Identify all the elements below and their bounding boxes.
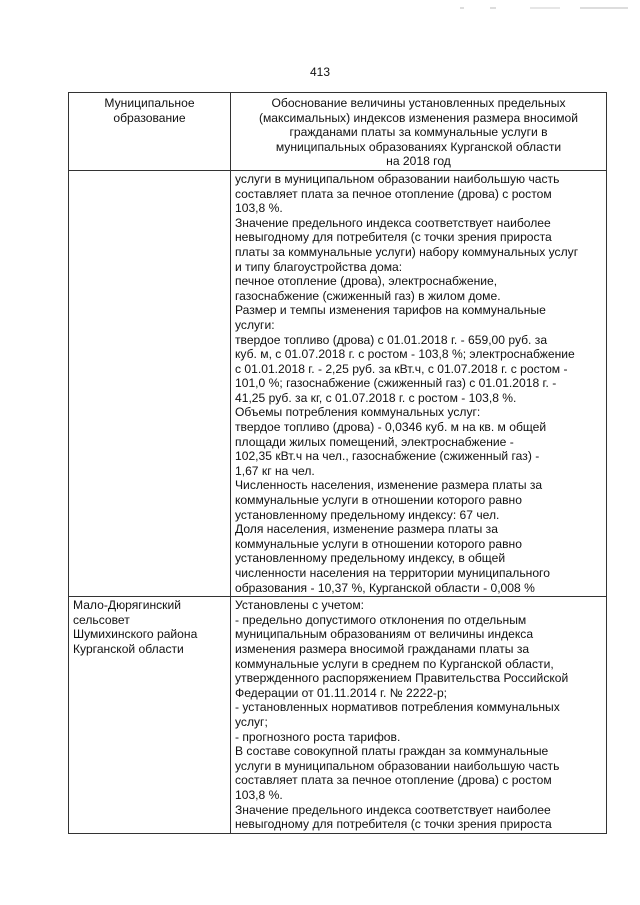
- text-line: услуги в муниципальном образовании наибольшую часть: [235, 758, 560, 773]
- text-line: - прогнозного роста тарифов.: [235, 729, 401, 744]
- header-justification: [231, 93, 607, 171]
- header-line: муниципальных образованиях Курганской области: [275, 139, 562, 154]
- text-line: Размер и темпы изменения тарифов на коммунальные: [235, 303, 546, 318]
- text-line: невыгодному для потребителя (с точки зрения прироста: [235, 230, 552, 245]
- text-line: услуги в муниципальном образовании наибольшую часть: [235, 171, 560, 186]
- text-line: составляет плата за печное отопление (дрова) с ростом: [235, 773, 552, 788]
- text-line: Численность населения, изменение размера платы за: [235, 478, 543, 493]
- text-line: утвержденного распоряжением Правительства Российской: [235, 671, 569, 686]
- text-line: коммунальные услуги в отношении которого равно: [235, 536, 522, 551]
- text-line: печное отопление (дрова), электроснабжение,: [235, 274, 498, 289]
- text-line: коммунальные услуги в отношении которого равно: [235, 493, 522, 508]
- text-line: 102,35 кВт.ч на чел., газоснабжение (сжиженный газ) -: [235, 449, 540, 464]
- scan-artifact-marks: [450, 4, 630, 12]
- municipality-cell: [69, 170, 231, 596]
- text-line: 103,8 %.: [235, 201, 283, 216]
- text-line: и типу благоустройства дома:: [235, 259, 403, 274]
- justification-cell: [231, 170, 607, 596]
- text-line: Установлены с учетом:: [235, 598, 364, 613]
- text-line: Значение предельного индекса соответствует наиболее: [235, 802, 551, 817]
- text-line: коммунальные услуги в среднем по Курганской области,: [235, 656, 554, 671]
- text-line: газоснабжение (сжиженный газ) в жилом доме.: [235, 288, 501, 303]
- text-line: - установленных нормативов потребления коммунальных: [235, 700, 560, 715]
- text-line: 101,0 %; газоснабжение (сжиженный газ) с 01.01.2018 г. -: [235, 376, 557, 391]
- text-line: 103,8 %.: [235, 787, 283, 802]
- text-line: услуги:: [235, 317, 275, 332]
- tariff-justification-table: [68, 92, 607, 834]
- text-line: установленному предельному индексу, в общей: [235, 551, 506, 566]
- text-line: невыгодному для потребителя (с точки зрения прироста: [235, 817, 552, 832]
- table-row: [69, 170, 607, 596]
- table-header-row: [69, 93, 607, 171]
- text-line: твердое топливо (дрова) с 01.01.2018 г. - 659,00 руб. за: [235, 332, 548, 347]
- municipality-line: сельсовет: [73, 612, 130, 627]
- text-line: составляет плата за печное отопление (дрова) с ростом: [235, 186, 552, 201]
- header-municipality: Муниципальное образование: [69, 93, 231, 171]
- text-line: установленному предельному индексу: 67 чел.: [235, 507, 500, 522]
- text-line: Значение предельного индекса соответствует наиболее: [235, 215, 551, 230]
- header-line: (максимальных) индексов изменения размера вносимой: [258, 110, 579, 125]
- municipality-cell: [69, 597, 231, 834]
- text-line: - предельно допустимого отклонения по отдельным: [235, 612, 527, 627]
- text-line: с 01.01.2018 г. - 2,25 руб. за кВт.ч, с 01.07.2018 г. с ростом -: [235, 361, 568, 376]
- text-line: муниципальным образованиям от величины индекса: [235, 627, 534, 642]
- text-line: твердое топливо (дрова) - 0,0346 куб. м на кв. м общей: [235, 420, 547, 435]
- text-line: образования - 10,37 %, Курганской области - 0,008 %: [235, 580, 535, 595]
- header-line: гражданами платы за коммунальные услуги в: [289, 125, 548, 140]
- text-line: численности населения на территории муниципального: [235, 566, 550, 580]
- table-row: [69, 597, 607, 834]
- text-line: Доля населения, изменение размера платы за: [235, 522, 498, 537]
- text-line: изменения размера вносимой гражданами платы за: [235, 641, 530, 656]
- text-line: куб. м, с 01.07.2018 г. с ростом - 103,8 %; электроснабжение: [235, 347, 575, 362]
- header-line: на 2018 год: [386, 154, 451, 169]
- text-line: Федерации от 01.11.2014 г. № 2222-р;: [235, 685, 448, 700]
- header-line: Обоснование величины установленных предельных: [271, 96, 566, 110]
- text-line: услуг;: [235, 714, 268, 729]
- municipality-line: Шумихинского района: [73, 627, 198, 642]
- text-line: площади жилых помещений, электроснабжение -: [235, 434, 514, 449]
- justification-cell: [231, 597, 607, 834]
- municipality-line: Мало-Дюрягинский: [73, 598, 181, 613]
- text-line: 1,67 кг на чел.: [235, 463, 315, 478]
- page-number: 413: [309, 65, 331, 79]
- text-line: Объемы потребления коммунальных услуг:: [235, 405, 481, 420]
- text-line: платы за коммунальные услуги) набору коммунальных услуг: [235, 244, 579, 259]
- municipality-line: Курганской области: [73, 641, 184, 656]
- text-line: В составе совокупной платы граждан за коммунальные: [235, 744, 549, 759]
- text-line: 41,25 руб. за кг, с 01.07.2018 г. с ростом - 103,8 %.: [235, 390, 517, 405]
